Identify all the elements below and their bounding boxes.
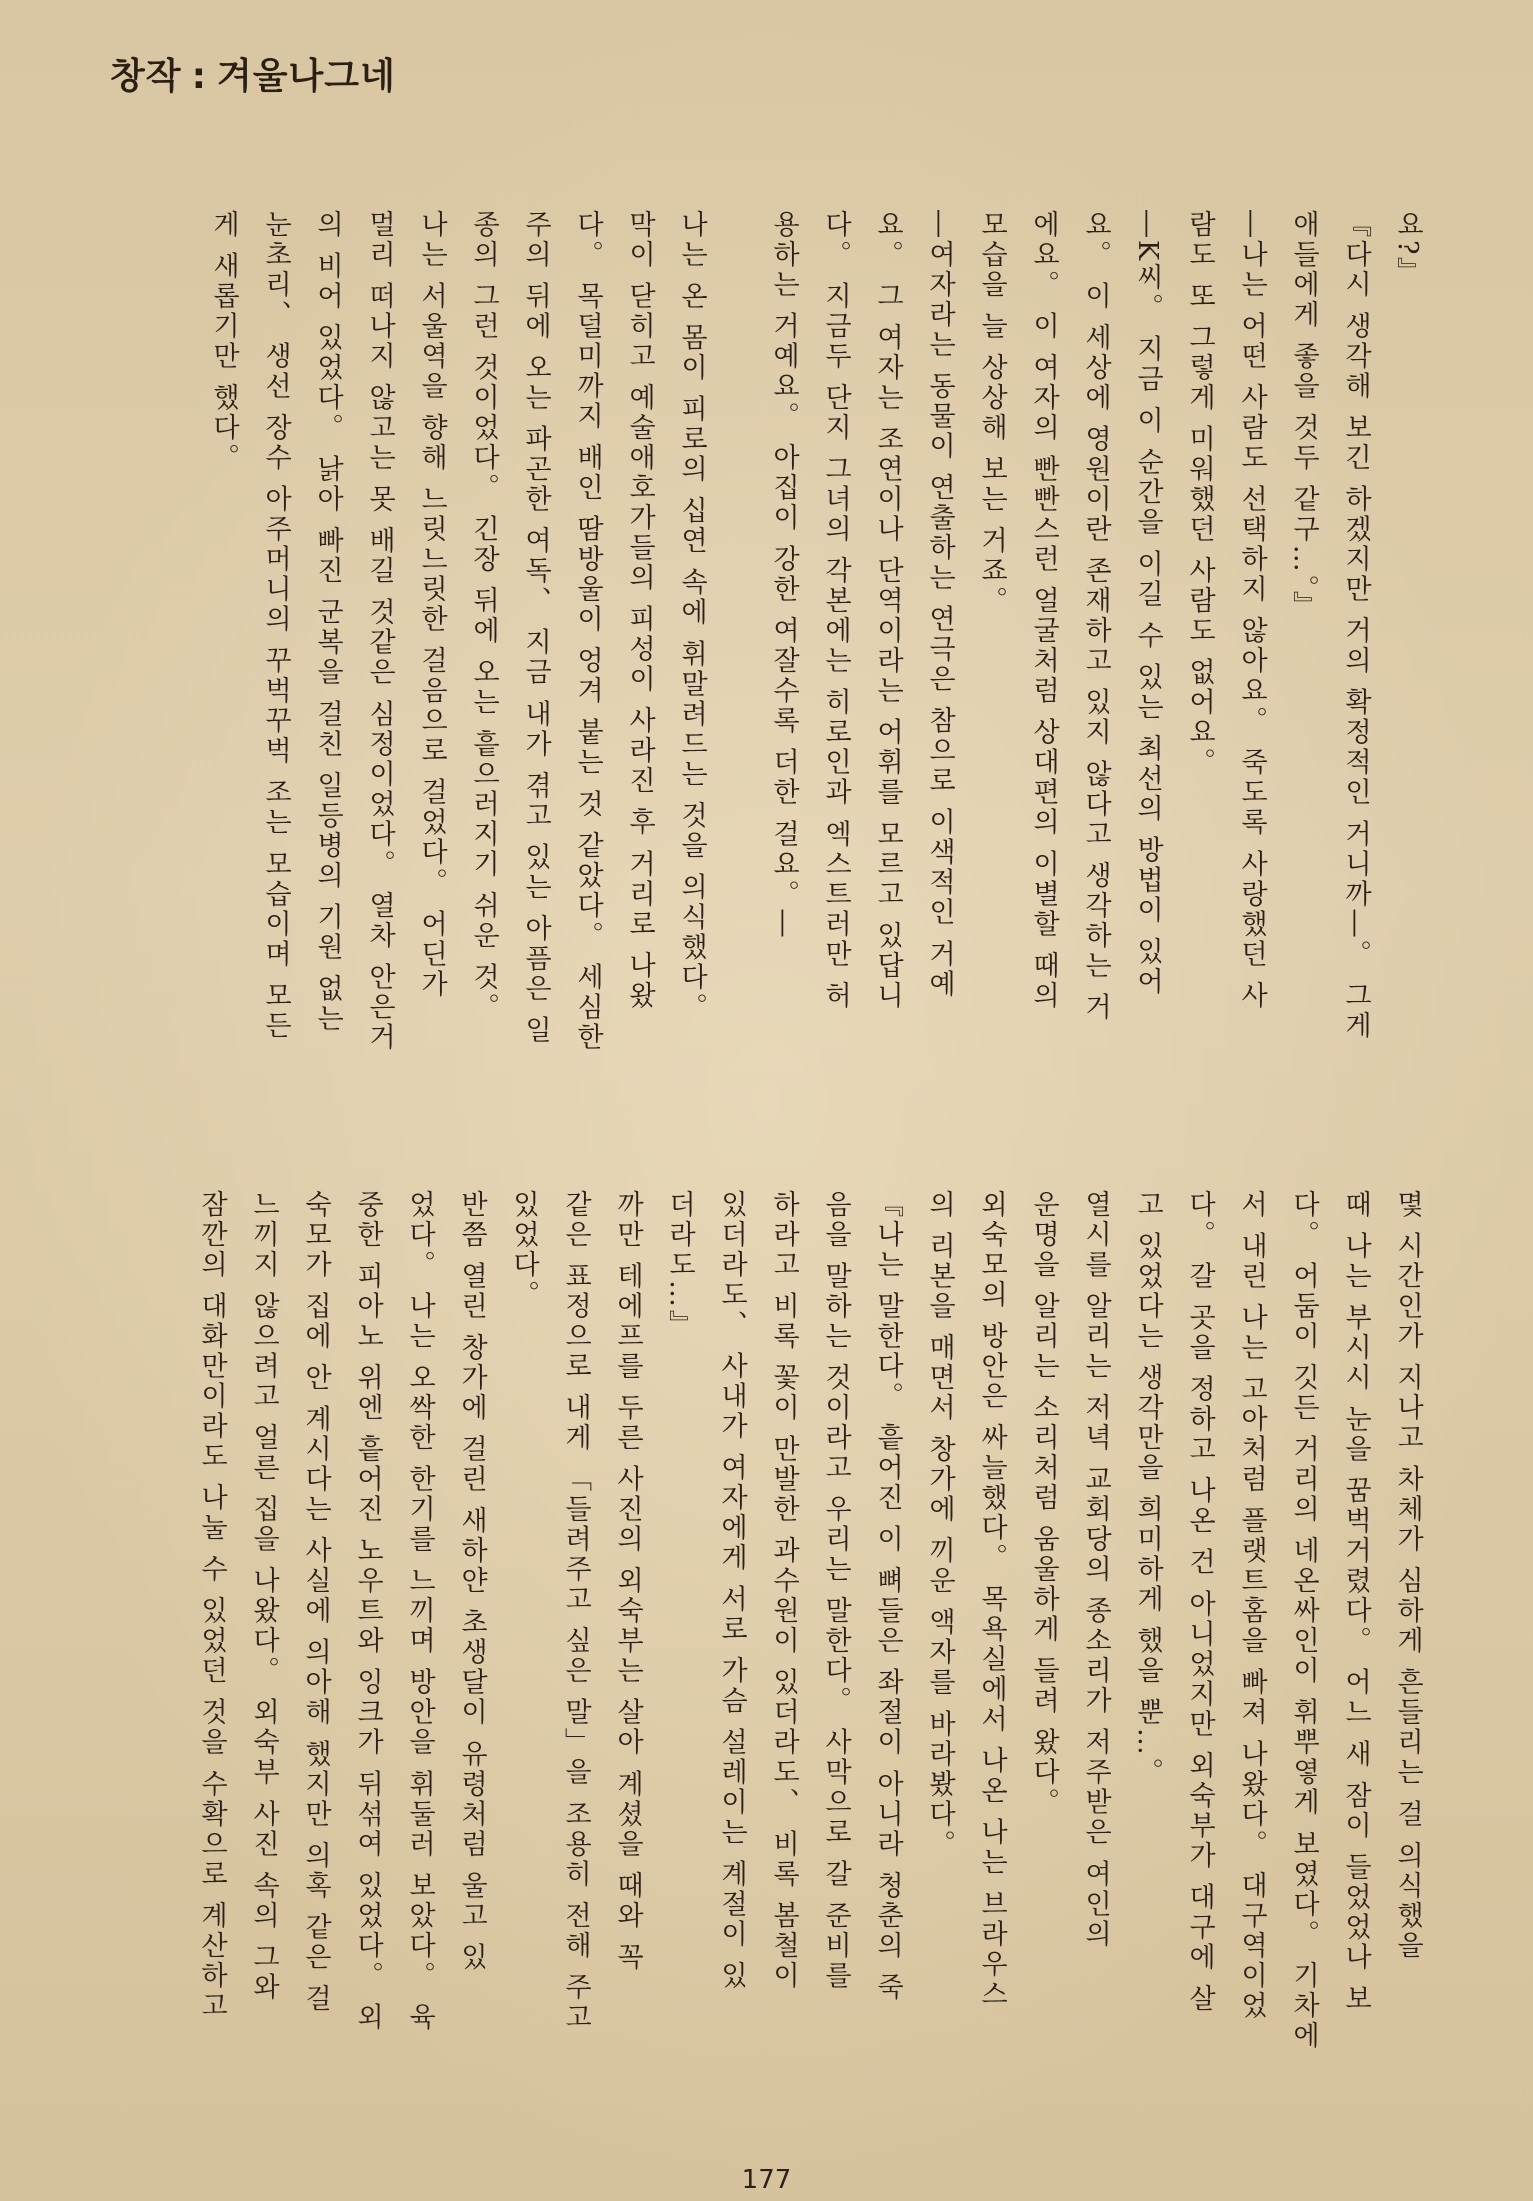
text-column: 『다시 생각해 보긴 하겠지만 거의 확정적인 거니까―。 그게 (1340, 210, 1371, 1042)
text-column: 멀리 떠나지 않고는 못 배길 것같은 심정이었다。 열차 안은거 (364, 210, 395, 1053)
text-block-top (197, 210, 1433, 1110)
text-column: 의 리본을 매면서 창가에 끼운 액자를 바라봤다。 (924, 1190, 955, 1860)
text-column: ―나는 어떤 사람도 선택하지 않아요。 죽도록 사랑했던 사 (1236, 210, 1267, 1012)
text-column: 요。 이 세상에 영원이란 존재하고 있지 않다고 생각하는 거 (1080, 210, 1111, 1023)
text-column: 숙모가 집에 안 계시다는 사실에 의아해 했지만 의혹 같은 걸 (300, 1190, 331, 2015)
text-column: 운명을 알리는 소리처럼 움울하게 들려 왔다。 (1028, 1190, 1059, 1818)
text-column: 음을 말하는 것이라고 우리는 말한다。 사막으로 갈 준비를 (820, 1190, 851, 1992)
text-column: 중한 피아노 위엔 흩어진 노우트와 잉크가 뒤섞여 있었다。 외 (352, 1190, 383, 2033)
text-column: 있더라도、 사내가 여자에게 서로 가슴 설레이는 계절이 있 (716, 1190, 747, 1992)
text-column: 나는 온 몸이 피로의 십연 속에 휘말려드는 것을 의식했다。 (676, 210, 707, 1023)
text-column: 때 나는 부시시 눈을 꿈벅거렸다。 어느 새 잠이 들었었나 보 (1340, 1190, 1371, 2015)
text-column: 눈초리、 생선 장수 아주머니의 꾸벅꾸벅 조는 모습이며 모든 (260, 210, 291, 1042)
text-column: 다。 지금두 단지 그녀의 각본에는 히로인과 엑스트러만 허 (820, 210, 851, 1012)
paragraph-gap (717, 210, 757, 1110)
text-block-bottom (185, 1190, 1433, 2070)
text-column: 반쯤 열린 창가에 걸린 새하얀 초생달이 유령처럼 울고 있 (456, 1190, 487, 1973)
text-column: 서 내린 나는 고아처럼 플랫트홈을 빠져 나왔다。 대구역이었 (1236, 1190, 1267, 2022)
header-category: 창작 (110, 56, 182, 97)
text-column: 다。 갈 곳을 정하고 나온 건 아니었지만 외숙부가 대구에 살 (1184, 1190, 1215, 2015)
text-column: 고 있었다는 생각만을 희미하게 했을 뿐…。 (1132, 1190, 1163, 1788)
text-column: 종의 그런 것이었다。 긴장 뒤에 오는 흩으러지기 쉬운 것。 (468, 210, 499, 1023)
text-column: 람도 또 그렇게 미워했던 사람도 없어요。 (1184, 210, 1215, 778)
text-column: 잠깐의 대화만이라도 나눌 수 있었던 것을 수확으로 계산하고 (196, 1190, 227, 2022)
header-title: 겨울나그네 (216, 56, 396, 97)
header-separator: : (191, 56, 207, 97)
text-column: ―K씨。 지금 이 순간을 이길 수 있는 최선의 방법이 있어 (1132, 210, 1163, 998)
text-column: 다。 목덜미까지 배인 땀방울이 엉겨 붙는 것 같았다。 세심한 (572, 210, 603, 1053)
text-column: 외숙모의 방안은 싸늘했다。 목욕실에서 나온 나는 브라우스 (976, 1190, 1007, 2010)
text-column: 게 새롭기만 했다。 (208, 210, 239, 474)
text-column: 하라고 비록 꽃이 만발한 과수원이 있더라도、 비록 봄철이 (768, 1190, 799, 1992)
text-column: 주의 뒤에 오는 파곤한 여독、 지금 내가 겪고 있는 아픔은 일 (520, 210, 551, 1046)
text-column: 나는 서울역을 향해 느릿느릿한 걸음으로 걸었다。 어딘가 (416, 210, 447, 1000)
text-column: 요?』 (1392, 210, 1423, 288)
text-column: 까만 테에프를 두른 사진의 외숙부는 살아 계셨을 때와 꼭 (612, 1190, 643, 1973)
text-column: 요。 그 여자는 조연이나 단역이라는 어휘를 모르고 있답니 (872, 210, 903, 1012)
text-column: 막이 닫히고 예술애호가들의 피성이 사라진 후 거리로 나왔 (624, 210, 655, 1012)
text-column: 애들에게 좋을 것두 같구…。』 (1288, 210, 1319, 622)
text-column: 더라도…』 (664, 1190, 695, 1340)
text-column: 있었다。 (508, 1190, 539, 1310)
text-column: 몇 시간인가 지나고 차체가 심하게 흔들리는 걸 의식했을 (1392, 1190, 1423, 1962)
text-column: 『나는 말한다。 흩어진 이 뼈들은 좌절이 아니라 청춘의 죽 (872, 1190, 903, 2003)
text-column: 같은 표정으로 내게 「들려주고 싶은 말」을 조용히 전해 주고 (560, 1190, 591, 2033)
text-column: 다。 어둠이 깃든 거리의 네온싸인이 휘뿌옇게 보였다。 기차에 (1288, 1190, 1319, 2052)
text-column: 었다。 나는 오싹한 한기를 느끼며 방안을 휘둘러 보았다。 육 (404, 1190, 435, 2033)
text-column: 모습을 늘 상상해 보는 거죠。 (976, 210, 1007, 617)
page-header (110, 48, 396, 99)
text-column: ―여자라는 동물이 연출하는 연극은 참으로 이색적인 거예 (924, 210, 955, 1000)
text-column: 열시를 알리는 저녁 교회당의 종소리가 저주받은 여인의 (1080, 1190, 1111, 1950)
text-column: 에요。 이 여자의 빤빤스런 얼굴처럼 상대편의 이별할 때의 (1028, 210, 1059, 1012)
text-column: 느끼지 않으려고 얼른 집을 나왔다。 외숙부 사진 속의 그와 (248, 1190, 279, 2003)
page-number: 177 (741, 2165, 792, 2195)
text-column: 의 비어 있었다。 낡아 빠진 군복을 걸친 일등병의 기원 없는 (312, 210, 343, 1035)
text-column: 용하는 거예요。 아집이 강한 여잘수록 더한 걸요。― (768, 210, 799, 940)
